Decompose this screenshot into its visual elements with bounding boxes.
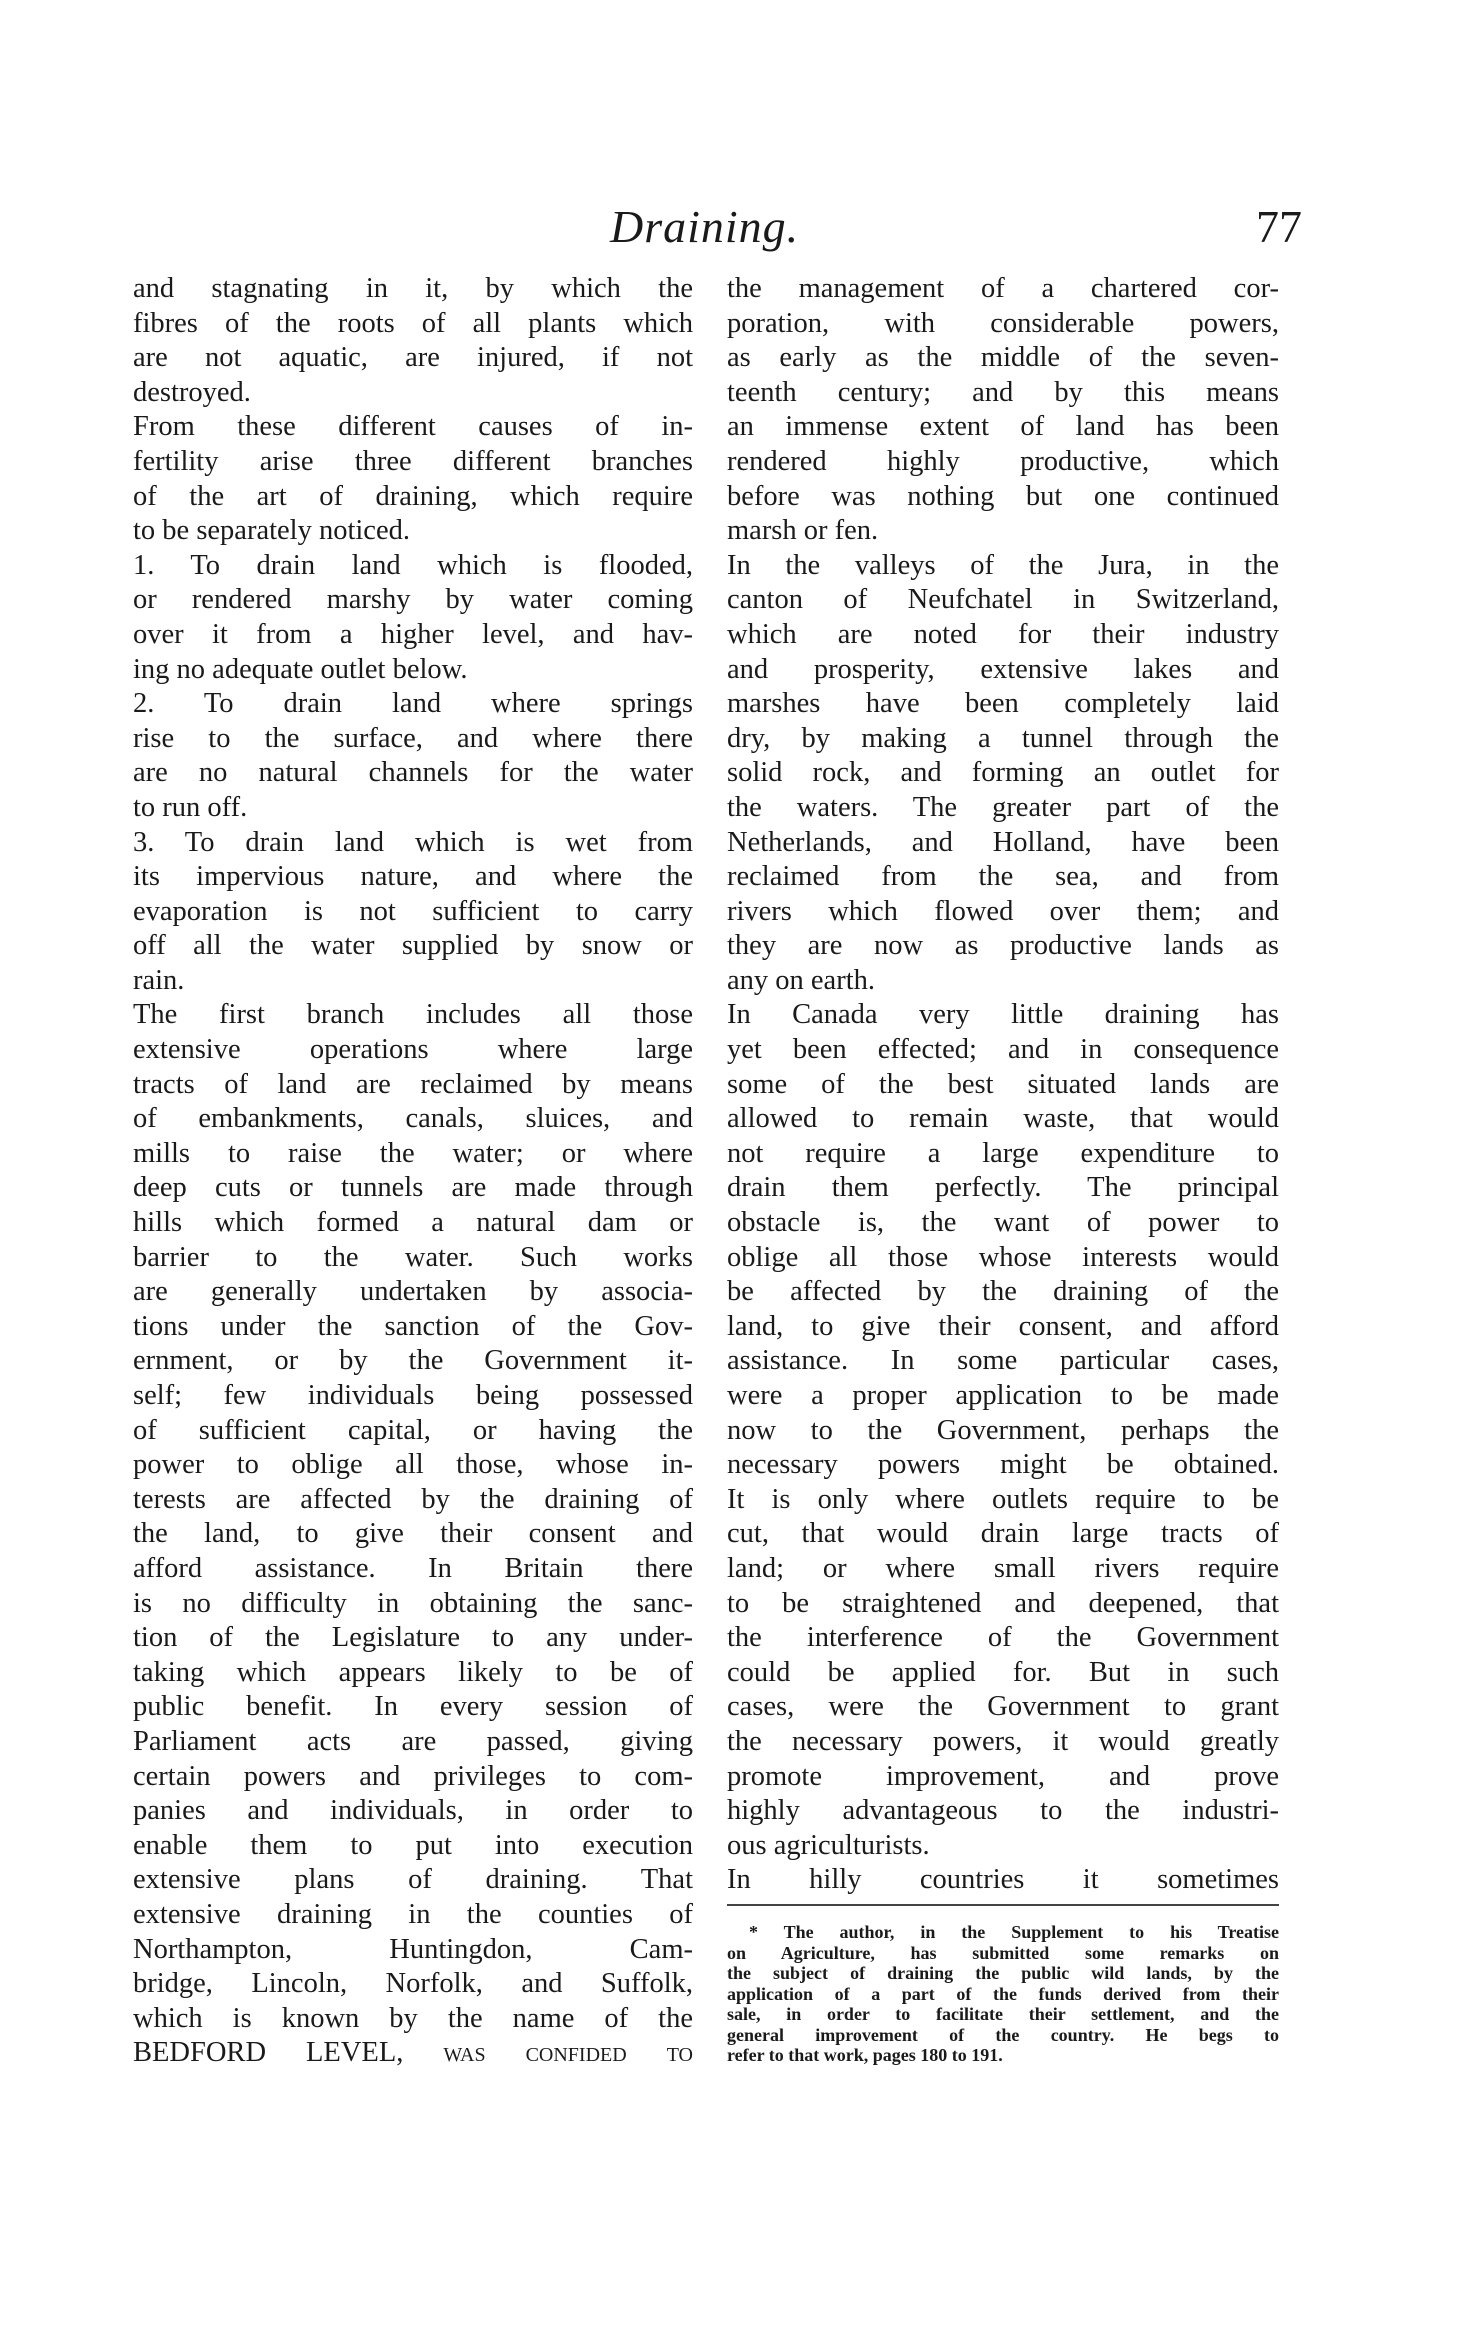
text-line: cut, that would drain large tracts of: [727, 1518, 1279, 1550]
text-line: rivers which flowed over them; and: [727, 895, 1279, 927]
text-line: destroyed.: [133, 376, 251, 408]
text-line: to be straightened and deepened, that: [727, 1587, 1279, 1619]
text-line: cases, were the Government to grant: [727, 1691, 1279, 1723]
text-line: some of the best situated lands are: [727, 1068, 1279, 1100]
text-line: are no natural channels for the water: [133, 757, 693, 789]
running-head: [610, 200, 1310, 260]
text-line: extensive plans of draining. That: [133, 1864, 693, 1896]
text-line: tion of the Legislature to any under-: [133, 1622, 693, 1654]
text-line: afford assistance. In Britain there: [133, 1552, 693, 1584]
text-line: which is known by the name of the: [133, 2002, 693, 2034]
text-line: were a proper application to be made: [727, 1380, 1279, 1411]
footnote: [727, 1922, 1279, 2066]
text-line: to be separately noticed.: [133, 515, 410, 547]
text-line: the necessary powers, it would greatly: [727, 1725, 1279, 1757]
footnote-line: on Agriculture, has submitted some remarks on: [727, 1942, 1279, 1963]
text-line: bridge, Lincoln, Norfolk, and Suffolk,: [133, 1968, 693, 2000]
text-line: Netherlands, and Holland, have been: [727, 826, 1279, 858]
text-line: promote improvement, and prove: [727, 1760, 1279, 1792]
text-line: the management of a chartered cor-: [727, 273, 1279, 304]
text-line: In Canada very little draining has: [727, 999, 1279, 1031]
text-line: hills which formed a natural dam or: [133, 1207, 693, 1239]
text-line: and stagnating in it, by which the: [133, 273, 693, 304]
text-line: BEDFORD LEVEL, was confided to: [133, 2037, 693, 2069]
text-line: before was nothing but one continued: [727, 480, 1279, 512]
text-line: In the valleys of the Jura, in the: [727, 549, 1279, 581]
left-column: [133, 272, 693, 2071]
text-line: which are noted for their industry: [727, 618, 1279, 650]
text-line: From these different causes of in-: [133, 411, 693, 443]
text-line: land, to give their consent, and afford: [727, 1310, 1279, 1342]
running-title: Draining.: [610, 201, 800, 252]
text-line: be affected by the draining of the: [727, 1276, 1279, 1308]
footnote-divider: [727, 1904, 1279, 1906]
text-line: solid rock, and forming an outlet for: [727, 757, 1279, 789]
text-line: extensive operations where large: [133, 1034, 693, 1066]
text-line: power to oblige all those, whose in-: [133, 1449, 693, 1481]
text-line: or rendered marshy by water coming: [133, 584, 693, 616]
text-line: the land, to give their consent and: [133, 1518, 693, 1550]
text-line: rise to the surface, and where there: [133, 722, 693, 754]
footnote-line: refer to that work, pages 180 to 191.: [727, 2045, 1003, 2065]
text-line: marshes have been completely laid: [727, 688, 1279, 720]
text-line: oblige all those whose interests would: [727, 1241, 1279, 1273]
text-line: reclaimed from the sea, and from: [727, 861, 1279, 893]
footnote-line: application of a part of the funds derived from their: [727, 1983, 1279, 2004]
text-line: the interference of the Government: [727, 1622, 1279, 1654]
text-line: teenth century; and by this means: [727, 376, 1279, 408]
text-line: are generally undertaken by associa-: [133, 1276, 693, 1308]
text-line: barrier to the water. Such works: [133, 1241, 693, 1273]
text-line: they are now as productive lands as: [727, 930, 1279, 962]
text-line: off all the water supplied by snow or: [133, 930, 693, 962]
text-line: its impervious nature, and where the: [133, 861, 693, 893]
text-line: mills to raise the water; or where: [133, 1137, 693, 1169]
page-number: 77: [1256, 201, 1302, 252]
text-line: 1. To drain land which is flooded,: [133, 549, 693, 581]
text-line: drain them perfectly. The principal: [727, 1172, 1279, 1204]
text-line: Northampton, Huntingdon, Cam-: [133, 1933, 693, 1965]
right-column: [727, 272, 1279, 1898]
text-line: panies and individuals, in order to: [133, 1795, 693, 1827]
text-line: dry, by making a tunnel through the: [727, 722, 1279, 754]
text-line: marsh or fen.: [727, 515, 879, 547]
text-line: and prosperity, extensive lakes and: [727, 653, 1279, 685]
text-line: allowed to remain waste, that would: [727, 1103, 1279, 1135]
text-line: Parliament acts are passed, giving: [133, 1725, 693, 1757]
text-line: now to the Government, perhaps the: [727, 1414, 1279, 1446]
text-line: ous agriculturists.: [727, 1829, 930, 1861]
text-line: public benefit. In every session of: [133, 1691, 693, 1723]
text-line: tracts of land are reclaimed by means: [133, 1068, 693, 1100]
text-line: self; few individuals being possessed: [133, 1380, 693, 1411]
footnote-line: general improvement of the country. He begs to: [727, 2024, 1279, 2045]
text-line: the waters. The greater part of the: [727, 791, 1279, 823]
text-line: as early as the middle of the seven-: [727, 342, 1279, 374]
text-line: necessary powers might be obtained.: [727, 1449, 1279, 1481]
text-line: of embankments, canals, sluices, and: [133, 1103, 693, 1135]
text-line: taking which appears likely to be of: [133, 1656, 693, 1688]
text-line: 3. To drain land which is wet from: [133, 826, 693, 858]
text-line: In hilly countries it sometimes: [727, 1864, 1279, 1896]
text-line: are not aquatic, are injured, if not: [133, 342, 693, 374]
text-line: rain.: [133, 964, 185, 996]
text-line: land; or where small rivers require: [727, 1552, 1279, 1584]
text-line: fertility arise three different branches: [133, 445, 693, 477]
footnote-line: the subject of draining the public wild lands, by the: [727, 1963, 1279, 1983]
text-line: The first branch includes all those: [133, 999, 693, 1031]
text-line: highly advantageous to the industri-: [727, 1795, 1279, 1827]
text-line: certain powers and privileges to com-: [133, 1760, 693, 1792]
text-line: fibres of the roots of all plants which: [133, 307, 693, 339]
text-line: 2. To drain land where springs: [133, 688, 693, 720]
text-line: is no difficulty in obtaining the sanc-: [133, 1587, 693, 1619]
text-line: ernment, or by the Government it-: [133, 1345, 693, 1377]
text-line: tions under the sanction of the Gov-: [133, 1310, 693, 1342]
text-line: of the art of draining, which require: [133, 480, 693, 512]
text-line: an immense extent of land has been: [727, 411, 1279, 443]
text-line: It is only where outlets require to be: [727, 1483, 1279, 1515]
text-line: terests are affected by the draining of: [133, 1483, 693, 1515]
text-line: yet been effected; and in consequence: [727, 1034, 1279, 1066]
text-line: canton of Neufchatel in Switzerland,: [727, 584, 1279, 616]
text-line: enable them to put into execution: [133, 1829, 693, 1861]
text-line: over it from a higher level, and hav-: [133, 618, 693, 650]
text-line: deep cuts or tunnels are made through: [133, 1172, 693, 1204]
text-line: to run off.: [133, 791, 248, 823]
text-line: any on earth.: [727, 964, 875, 996]
text-line: ing no adequate outlet below.: [133, 653, 468, 685]
text-line: of sufficient capital, or having the: [133, 1414, 693, 1446]
text-line: assistance. In some particular cases,: [727, 1345, 1279, 1377]
footnote-line: * The author, in the Supplement to his Treatise: [749, 1922, 1279, 1942]
text-line: evaporation is not sufficient to carry: [133, 895, 693, 927]
text-line: extensive draining in the counties of: [133, 1898, 693, 1930]
text-line: obstacle is, the want of power to: [727, 1207, 1279, 1239]
text-line: not require a large expenditure to: [727, 1137, 1279, 1169]
footnote-line: sale, in order to facilitate their settlement, and the: [727, 2004, 1279, 2024]
text-line: rendered highly productive, which: [727, 445, 1279, 477]
text-line: could be applied for. But in such: [727, 1656, 1279, 1688]
text-line: poration, with considerable powers,: [727, 307, 1279, 339]
